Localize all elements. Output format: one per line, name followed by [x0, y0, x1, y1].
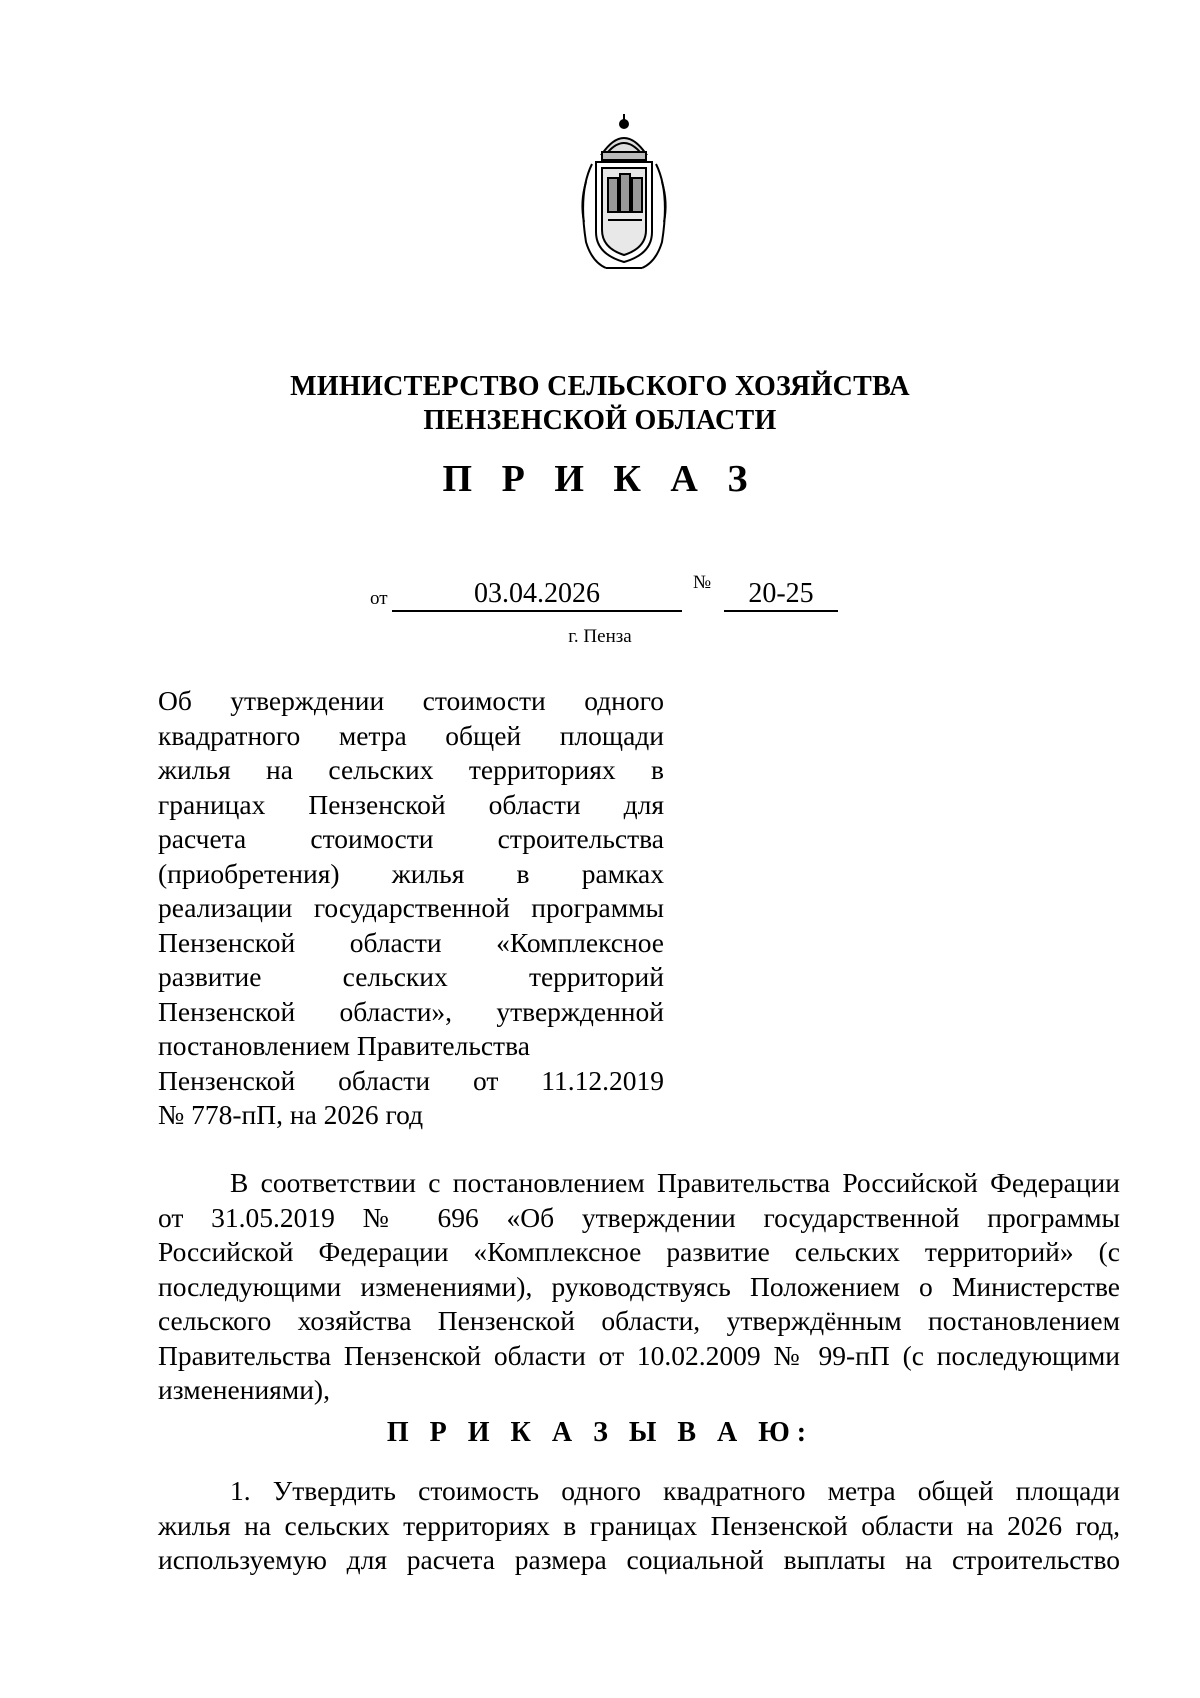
subject-line: Пензенской области от 11.12.2019 — [158, 1064, 664, 1096]
coat-of-arms-emblem — [572, 112, 676, 272]
document-details — [0, 572, 1200, 614]
subject-line: Об утверждении стоимости одного — [158, 685, 664, 716]
document-city: г. Пенза — [568, 626, 632, 647]
preamble-line: последующими изменениями), руководствуясь Положением о Министерстве — [158, 1270, 1120, 1302]
ministry-name-line2: ПЕНЗЕНСКОЙ ОБЛАСТИ — [423, 405, 777, 436]
subject-line: границах Пензенской области для — [158, 788, 664, 820]
point-line: используемую для расчета размера социальной выплаты на строительство — [158, 1544, 1120, 1575]
document-type-title: П Р И К А З — [442, 458, 758, 500]
ministry-name — [0, 370, 1200, 438]
document-subject — [158, 684, 664, 1133]
subject-line: № 778-пП, на 2026 год — [158, 1099, 424, 1130]
number-sign: № — [693, 572, 712, 593]
subject-line: расчета стоимости строительства — [158, 823, 664, 854]
preamble-line: сельского хозяйства Пензенской области, утверждённым постановлением — [158, 1305, 1120, 1336]
subject-line: (приобретения) жилья в рамках — [158, 857, 664, 889]
subject-line: жилья на сельских территориях в — [158, 754, 664, 785]
subject-line: реализации государственной программы — [158, 892, 664, 923]
preamble-line: от 31.05.2019 № 696 «Об утверждении государственной программы — [158, 1201, 1120, 1233]
preamble-line: изменениями), — [158, 1374, 330, 1405]
order-point-1 — [158, 1474, 1120, 1578]
subject-line: постановлением Правительства — [158, 1030, 530, 1061]
point-line: 1. Утвердить стоимость одного квадратного метра общей площади — [230, 1475, 1120, 1506]
order-heading: П Р И К А З Ы В А Ю: — [386, 1417, 814, 1448]
document-date: 03.04.2026 — [392, 578, 682, 612]
point-line: жилья на сельских территориях в границах Пензенской области на 2026 год, — [158, 1509, 1120, 1541]
document-number: 20-25 — [724, 578, 838, 612]
subject-line: квадратного метра общей площади — [158, 719, 664, 751]
subject-line: Пензенской области «Комплексное — [158, 926, 664, 958]
subject-line: Пензенской области», утвержденной — [158, 995, 664, 1027]
preamble-paragraph — [158, 1166, 1120, 1408]
preamble-line: Правительства Пензенской области от 10.02.2009 № 99-пП (с последующими — [158, 1339, 1120, 1371]
preamble-line: Российской Федерации «Комплексное развитие сельских территорий» (с — [158, 1236, 1120, 1267]
date-prefix: от — [370, 588, 388, 609]
ministry-name-line1: МИНИСТЕРСТВО СЕЛЬСКОГО ХОЗЯЙСТВА — [290, 371, 910, 402]
subject-line: развитие сельских территорий — [158, 961, 664, 992]
preamble-line: В соответствии с постановлением Правительства Российской Федерации — [230, 1167, 1120, 1198]
